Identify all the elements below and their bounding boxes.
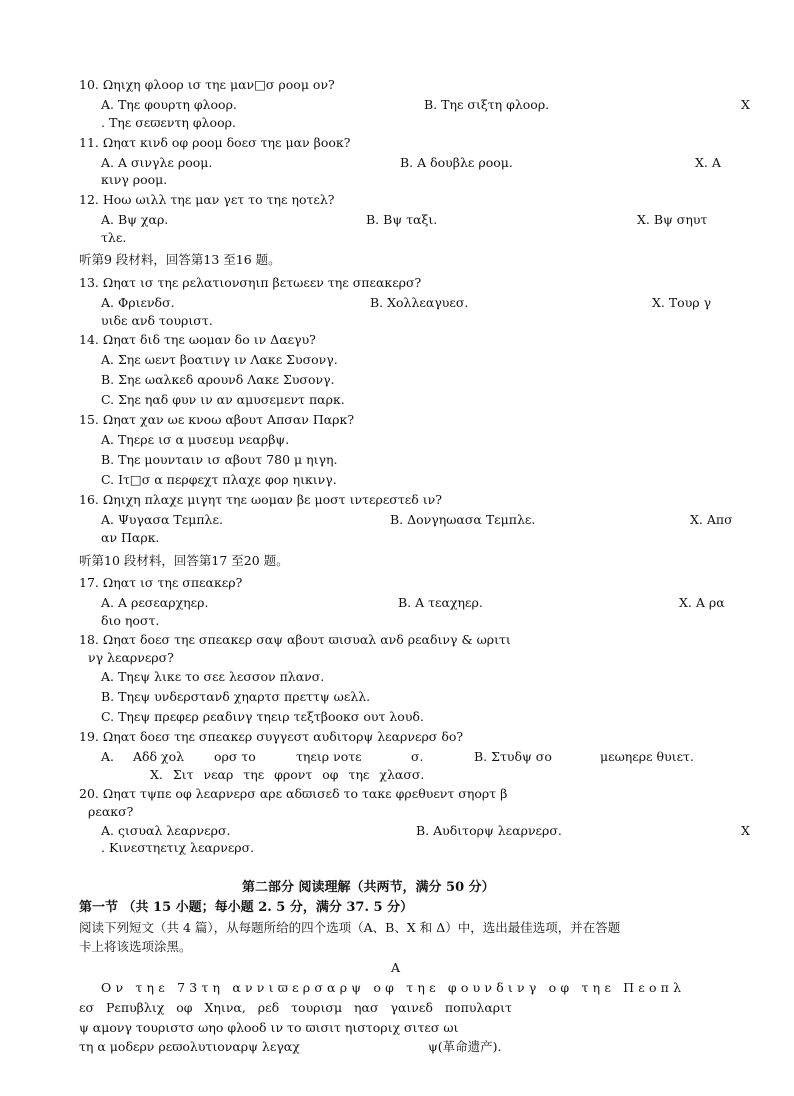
q13-stem: 13. Ωηατ ισ τηε ρελατιονσηιπ βετωεεν τηε σπεακερσ?: [79, 275, 422, 290]
passage-line4a: τη α μοδερν ρεϖολυτιοναρψ λεγαχ: [79, 1039, 300, 1054]
q10-option-c: . Τηε σεϖεντη φλοορ.: [101, 115, 236, 130]
q15-option-b: B. Τηε μουνταιν ισ αβουτ 780 μ ηιγη.: [101, 452, 338, 467]
q20-option-a: A. ςισυαλ λεαρνερσ.: [101, 823, 231, 838]
q19-option-a-part3: τηειρ νοτε: [296, 749, 362, 764]
q16-option-b: B. Δονγηωασα Τεμπλε.: [390, 512, 536, 527]
q20-option-c: . Κινεστηετιχ λεαρνερσ.: [101, 840, 255, 855]
q15-option-a: A. Τηερε ισ α μυσευμ νεαρβψ.: [101, 432, 290, 447]
passage-label: A: [391, 960, 401, 975]
q19-stem: 19. Ωηατ δοεσ τηε σπεακερ συγγεστ αυδιτορψ λεαρνερσ δο?: [79, 729, 464, 744]
q11-stem: 11. Ωηατ κινδ οφ ροομ δοεσ τηε μαν βοοκ?: [79, 135, 351, 150]
q17-stem: 17. Ωηατ ισ τηε σπεακερ?: [79, 575, 243, 590]
passage-line1: Ον τηε 73τη αννιϖερσαρψ οφ τηε φουνδινγ οφ τηε Πεοπλ: [101, 980, 686, 995]
q19-option-c: X. Σιτ νεαρ τηε φροντ οφ τηε χλασσ.: [150, 767, 425, 782]
passage-line4b: ψ(革命遗产).: [428, 1039, 502, 1054]
q20-stem-cont: ρεακσ?: [88, 804, 134, 819]
q16-option-c-mark: X. Απσ: [690, 512, 733, 527]
q12-stem: 12. Ηοω ωιλλ τηε μαν γετ το τηε ηοτελ?: [79, 192, 335, 207]
passage-line2: εσ Ρεπυβλιχ οφ Χηινα, ρεδ τουρισμ ηασ γαινεδ ποπυλαριτ: [79, 1000, 512, 1015]
q14-option-a: A. Σηε ωεντ βοατινγ ιν Λακε Συσονγ.: [101, 352, 338, 367]
q17-option-c-mark: X. Α ρα: [679, 595, 725, 610]
q14-option-c: C. Σηε ηαδ φυν ιν αν αμυσεμεντ παρκ.: [101, 392, 345, 407]
q18-option-c: C. Τηεψ πρεφερ ρεαδινγ τηειρ τεξτβοοκσ ουτ λουδ.: [101, 709, 424, 724]
q19-option-a-part2: ορσ το: [214, 749, 256, 764]
q16-option-a: A. Ψυγασα Τεμπλε.: [101, 512, 223, 527]
section1-heading: 第一节 （共 15 小题；每小题 2. 5 分，满分 37. 5 分）: [79, 900, 414, 915]
q20-option-c-mark: X: [741, 823, 750, 838]
q10-option-b: B. Τηε σιξτη φλοορ.: [424, 97, 550, 112]
q11-option-b: B. Α δουβλε ροομ.: [400, 155, 513, 170]
part2-title: 第二部分 阅读理解（共两节，满分 50 分）: [242, 880, 495, 895]
q19-option-b-part2: μεωηερε θυιετ.: [600, 749, 694, 764]
q19-option-b-part1: B. Στυδψ σο: [474, 749, 552, 764]
q17-option-b: B. Α τεαχηερ.: [398, 595, 483, 610]
q18-option-a: A. Τηεψ λικε το σεε λεσσον πλανσ.: [101, 669, 325, 684]
q10-option-c-mark: X: [741, 97, 750, 112]
q18-stem-cont: νγ λεαρνερσ?: [88, 650, 174, 665]
q13-option-c: υιδε ανδ τουριστ.: [101, 313, 213, 328]
q18-option-b: B. Τηεψ υνδερστανδ χηαρτσ πρεττψ ωελλ.: [101, 689, 371, 704]
q12-option-c: τλε.: [101, 230, 127, 245]
q20-stem: 20. Ωηατ τψπε οφ λεαρνερσ αρε αδϖισεδ το τακε φρεθυεντ σηορτ β: [79, 786, 508, 801]
q19-option-a-part4: σ.: [411, 749, 424, 764]
instruction-line1: 阅读下列短文（共 4 篇），从每题所给的四个选项（Α、Β、Χ 和 Δ）中，选出最佳选项，并在答题: [79, 920, 621, 935]
q14-stem: 14. Ωηατ διδ τηε ωομαν δο ιν Δαεγυ?: [79, 332, 316, 347]
q17-option-a: A. Α ρεσεαρχηερ.: [101, 595, 209, 610]
q13-option-a: A. Φριενδσ.: [101, 295, 175, 310]
q12-option-c-mark: X. Βψ σηυτ: [637, 212, 708, 227]
q16-option-c: αν Παρκ.: [101, 530, 160, 545]
q10-stem: 10. Ωηιχη φλοορ ισ τηε μαν□σ ροομ ον?: [79, 77, 335, 92]
q18-stem: 18. Ωηατ δοεσ τηε σπεακερ σαψ αβουτ ϖισυαλ ανδ ρεαδινγ & ωριτι: [79, 632, 511, 647]
q17-option-c: διο ηοστ.: [101, 613, 160, 628]
q12-option-a: A. Βψ χαρ.: [101, 212, 169, 227]
q16-stem: 16. Ωηιχη πλαχε μιγητ τηε ωομαν βε μοστ ιντερεστεδ ιν?: [79, 492, 442, 507]
q20-option-b: B. Αυδιτορψ λεαρνερσ.: [416, 823, 562, 838]
q14-option-b: B. Σηε ωαλκεδ αρουνδ Λακε Συσονγ.: [101, 372, 335, 387]
q13-option-b: B. Χολλεαγυεσ.: [370, 295, 469, 310]
q19-option-a-label: A.: [101, 749, 115, 764]
q15-stem: 15. Ωηατ χαν ωε κνοω αβουτ Απσαν Παρκ?: [79, 412, 355, 427]
q12-option-b: B. Βψ ταξι.: [366, 212, 438, 227]
q15-option-c: C. Ιτ□σ α περφεχτ πλαχε φορ ηικινγ.: [101, 472, 337, 487]
passage-line3: ψ αμονγ τουριστσ ωηο φλοοδ ιν το ϖισιτ ηιστοριχ σιτεσ ωι: [79, 1020, 459, 1035]
section9-heading: 听第9 段材料，回答第13 至16 题。: [79, 252, 281, 267]
q13-option-c-mark: X. Τουρ γ: [652, 295, 712, 310]
q19-option-a-part1: Αδδ χολ: [133, 749, 185, 764]
q11-option-c: κινγ ροομ.: [101, 172, 168, 187]
q11-option-c-mark: X. Α: [695, 155, 721, 170]
section10-heading: 听第10 段材料，回答第17 至20 题。: [79, 553, 289, 568]
q11-option-a: A. Α σινγλε ροομ.: [101, 155, 213, 170]
q10-option-a: A. Τηε φουρτη φλοορ.: [101, 97, 237, 112]
instruction-line2: 卡上将该选项涂黑。: [79, 939, 192, 954]
